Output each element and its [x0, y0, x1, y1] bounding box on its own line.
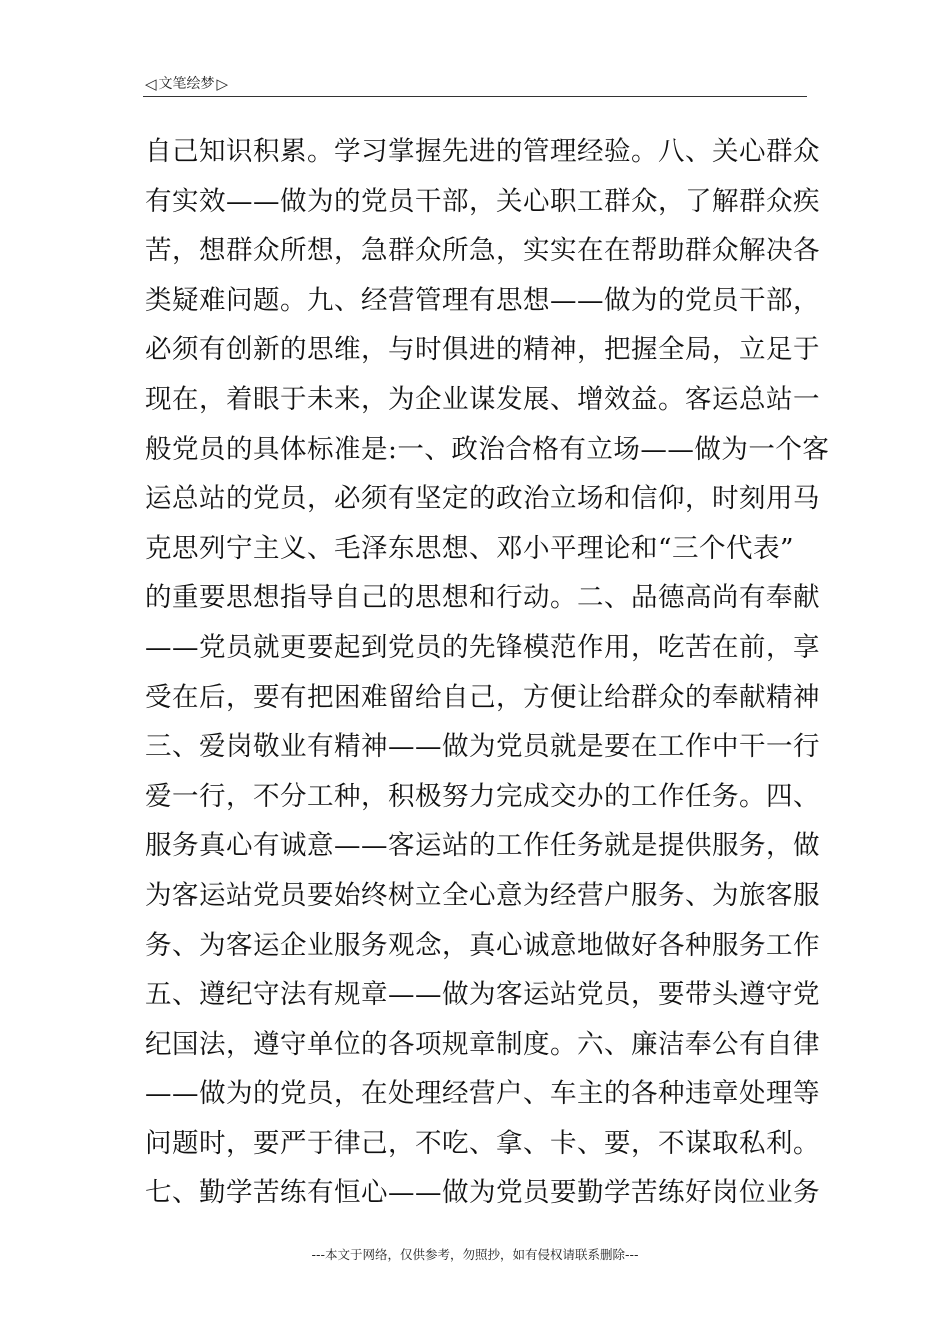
text-line: 问题时，要严于律己，不吃、拿、卡、要，不谋取私利。 — [145, 1127, 820, 1159]
page-header — [145, 74, 228, 94]
text-line: 务、为客运企业服务观念，真心诚意地做好各种服务工作 — [145, 929, 820, 961]
text-line: ——党员就更要起到党员的先锋模范作用，吃苦在前，享 — [145, 631, 820, 663]
text-line: 三、爱岗敬业有精神——做为党员就是要在工作中干一行 — [145, 731, 820, 763]
text-line: ——做为的党员，在处理经营户、车主的各种违章处理等 — [145, 1078, 820, 1110]
page-footer: ---本文于网络，仅供参考，勿照抄，如有侵权请联系删除--- — [311, 1247, 639, 1262]
text-line: 服务真心有诚意——客运站的工作任务就是提供服务，做 — [145, 830, 820, 862]
left-triangle-icon: ◁ — [145, 75, 157, 93]
text-line: 自己知识积累。学习掌握先进的管理经验。八、关心群众 — [145, 136, 820, 167]
text-line: 受在后，要有把困难留给自己，方便让给群众的奉献精神 — [145, 681, 820, 713]
text-line: 五、遵纪守法有规章——做为客运站党员，要带头遵守党 — [145, 979, 820, 1011]
header-divider — [143, 96, 807, 97]
text-line: 克思列宁主义、毛泽东思想、邓小平理论和“三个代表” — [145, 532, 795, 564]
text-line: 有实效——做为的党员干部，关心职工群众，了解群众疾 — [145, 185, 820, 217]
text-line: 七、勤学苦练有恒心——做为党员要勤学苦练好岗位业务 — [145, 1177, 820, 1209]
text-line: 类疑难问题。九、经营管理有思想——做为的党员干部， — [145, 284, 820, 316]
text-line: 运总站的党员，必须有坚定的政治立场和信仰，时刻用马 — [145, 483, 820, 515]
text-line: 苦，想群众所想，急群众所急，实实在在帮助群众解决各 — [145, 235, 820, 267]
text-line: 现在，着眼于未来，为企业谋发展、增效益。客运总站一 — [145, 383, 820, 415]
document-body — [145, 127, 830, 1218]
right-triangle-icon: ▷ — [216, 75, 229, 93]
text-line: 必须有创新的思维，与时俱进的精神，把握全局，立足于 — [145, 334, 820, 366]
text-line: 般党员的具体标准是:一、政治合格有立场——做为一个客 — [145, 433, 830, 465]
text-line: 纪国法，遵守单位的各项规章制度。六、廉洁奉公有自律 — [145, 1028, 820, 1060]
text-line: 爱一行，不分工种，积极努力完成交办的工作任务。四、 — [145, 780, 820, 812]
text-line: 的重要思想指导自己的思想和行动。二、品德高尚有奉献 — [145, 582, 820, 614]
header-title: 文笔绘梦 — [158, 76, 215, 92]
text-line: 为客运站党员要始终树立全心意为经营户服务、为旅客服 — [145, 879, 820, 911]
